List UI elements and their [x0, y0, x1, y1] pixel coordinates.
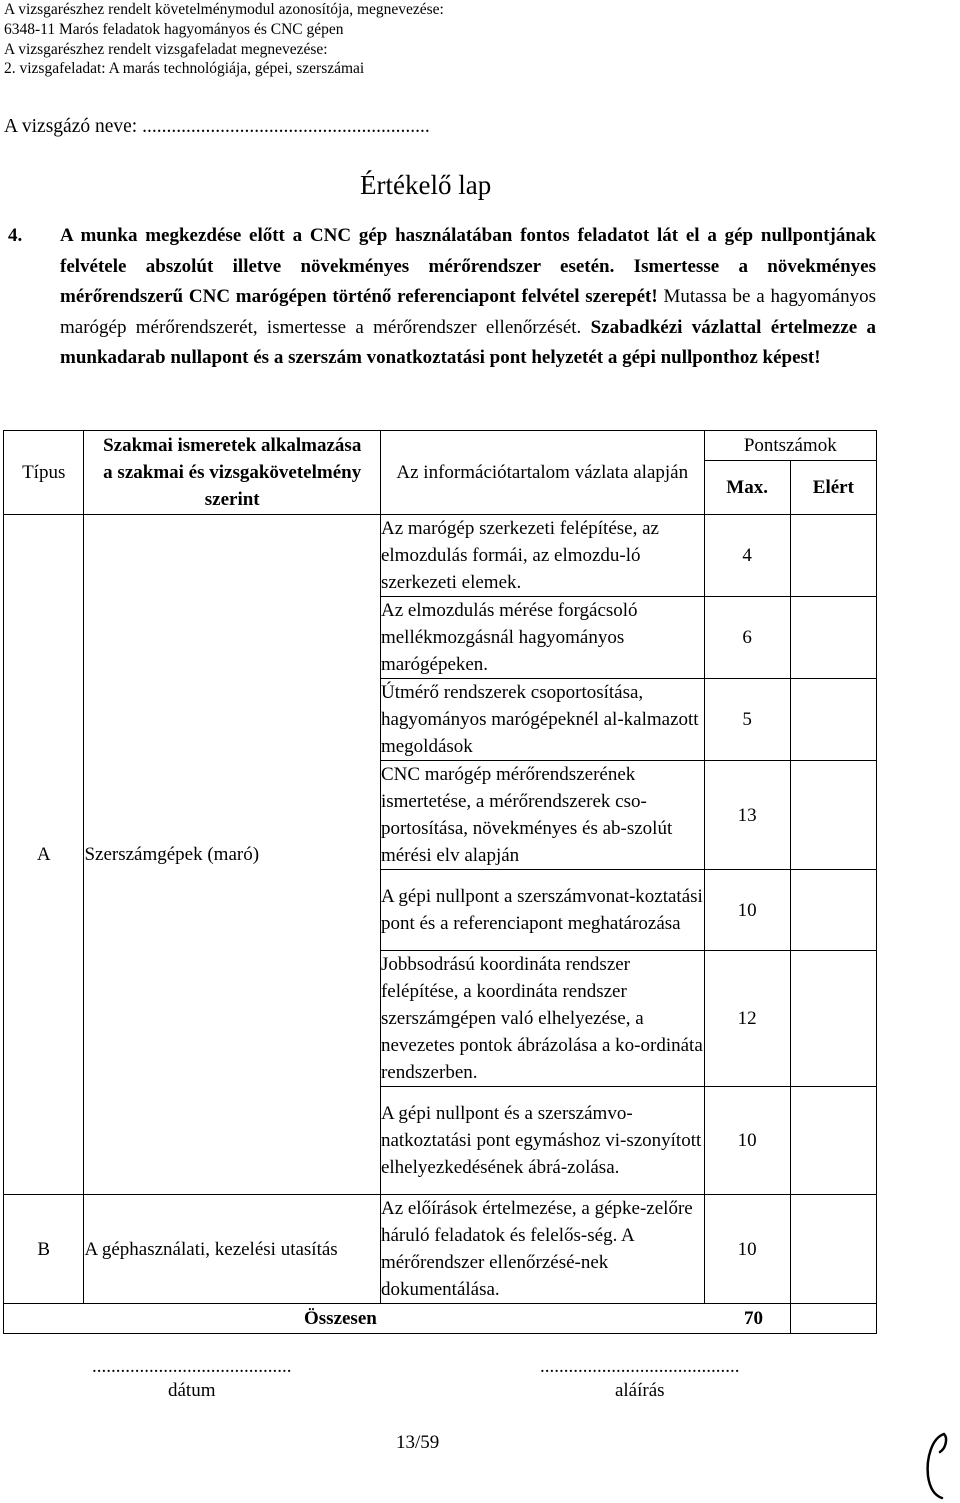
signature-label: aláírás [614, 1380, 665, 1401]
type-b-cell: B [4, 1195, 84, 1304]
info-cell: Az marógép szerkezeti felépítése, az elmozdulás formái, az elmozdu-ló szerkezeti elemek. [380, 515, 704, 597]
header-points: Pontszámok [704, 431, 876, 461]
header-line-task: A vizsgarészhez rendelt vizsgafeladat megnevezése: [4, 40, 328, 58]
header-line-task-name: 2. vizsgafeladat: A marás technológiája, gépei, szerszámai [4, 60, 365, 78]
info-cell: Az előírások értelmezése, a gépke-zelőre háruló feladatok és felelős-ség. A mérőrendszer ellenőrzésé-nek dokumentálása. [380, 1195, 704, 1304]
table-row [4, 1195, 877, 1304]
achieved-cell[interactable] [790, 870, 876, 951]
achieved-cell[interactable] [790, 951, 876, 1087]
type-a-cell: A [4, 515, 84, 1195]
max-cell: 10 [704, 1087, 790, 1195]
max-cell: 4 [704, 515, 790, 597]
handwritten-mark-icon [922, 1428, 956, 1500]
header-type: Típus [4, 431, 84, 515]
max-cell: 10 [704, 870, 790, 951]
examinee-name-line: A vizsgázó neve: ........................................................... [4, 116, 430, 137]
achieved-cell[interactable] [790, 515, 876, 597]
evaluation-table [3, 430, 877, 1334]
total-achieved-cell[interactable] [790, 1304, 876, 1334]
total-label-cell [4, 1304, 791, 1334]
achieved-cell[interactable] [790, 597, 876, 679]
info-cell: Útmérő rendszerek csoportosítása, hagyományos marógépeknél al-kalmazott megoldások [380, 679, 704, 761]
date-label: dátum [168, 1380, 216, 1401]
info-cell: A gépi nullpont és a szerszámvo-natkoztatási pont egymáshoz vi-szonyított elhelyezkedésének ábrá-zolása. [380, 1087, 704, 1195]
document-header [4, 0, 444, 79]
max-cell: 12 [704, 951, 790, 1087]
total-row [4, 1304, 877, 1334]
max-cell: 13 [704, 761, 790, 870]
page-number: 13/59 [396, 1432, 440, 1453]
page-title: Értékelő lap [360, 170, 492, 200]
skill-b-cell: A géphasználati, kezelési utasítás [84, 1195, 381, 1304]
header-line-module: A vizsgarészhez rendelt követelménymodul azonosítója, megnevezése: [4, 1, 444, 18]
header-skill: Szakmai ismeretek alkalmazása a szakmai és vizsgakövetelmény szerint [84, 431, 381, 515]
max-cell: 5 [704, 679, 790, 761]
date-dots: .......................................... [92, 1356, 292, 1377]
info-cell: Az elmozdulás mérése forgácsoló mellékmozgásnál hagyományos marógépeken. [380, 597, 704, 679]
achieved-cell[interactable] [790, 1087, 876, 1195]
date-signature-block [92, 1356, 292, 1402]
signature-block [540, 1356, 740, 1402]
info-cell: CNC marógép mérőrendszerének ismertetése, a mérőrendszerek cso-portosítása, növekményes és ab-szolút mérési elv alapján [380, 761, 704, 870]
header-achieved: Elért [790, 461, 876, 515]
total-value: 70 [744, 1308, 763, 1329]
header-max: Max. [704, 461, 790, 515]
task-number: 4. [8, 225, 23, 246]
total-label: Összesen [304, 1308, 377, 1329]
header-line-module-name: 6348-11 Marós feladatok hagyományos és CNC gépen [4, 20, 344, 38]
max-cell: 6 [704, 597, 790, 679]
task-text-continued: Mutassa be a hagyományos marógép mérőrendszerét, ismertesse a mérőrendszer ellenőrzését. Szabadkézi vázlattal értelmezze a munkadarab nullapont és a szerszám vonatkoztatási pont helyzetét a gépi nullponthoz képest! [60, 286, 876, 368]
header-info: Az információtartalom vázlata alapján [380, 431, 704, 515]
achieved-cell[interactable] [790, 679, 876, 761]
task-description [8, 221, 876, 374]
task-text-bold: A munka megkezdése előtt a CNC gép használatában fontos feladatot lát el a gép nullpontjának felvétele abszolút illetve növekményes mérőrendszer esetén. Ismertesse a növekményes mérőrendszerű CNC marógépen történő referenciapont felvétel szerepét! [60, 225, 876, 307]
info-cell: Jobbsodrású koordináta rendszer felépítése, a koordináta rendszer szerszámgépen való elhelyezése, a nevezetes pontok ábrázolása a ko-ordináta rendszerben. [380, 951, 704, 1087]
skill-a-cell: Szerszámgépek (maró) [84, 515, 381, 1195]
table-row [4, 515, 877, 597]
achieved-cell[interactable] [790, 1195, 876, 1304]
info-cell: A gépi nullpont a szerszámvonat-koztatási pont és a referenciapont meghatározása [380, 870, 704, 951]
signature-dots: .......................................... [540, 1356, 740, 1377]
achieved-cell[interactable] [790, 761, 876, 870]
max-cell: 10 [704, 1195, 790, 1304]
